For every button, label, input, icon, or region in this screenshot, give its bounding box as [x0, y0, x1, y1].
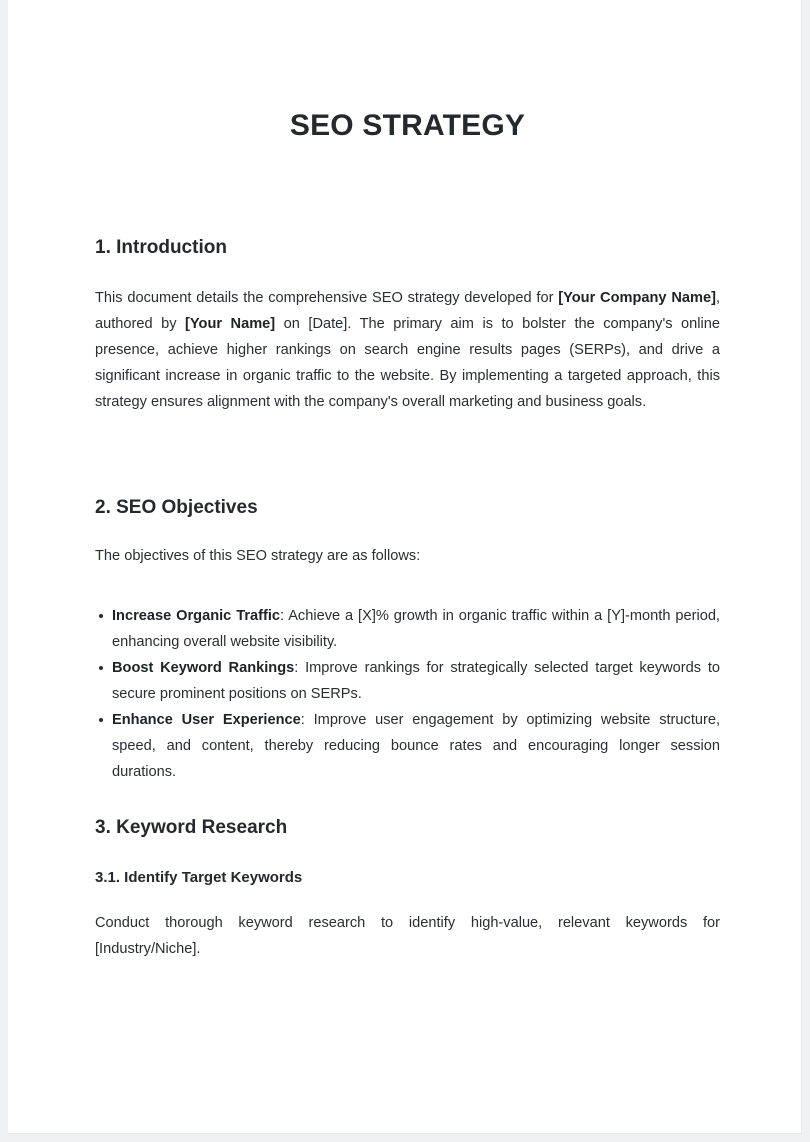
section-keyword-research [95, 785, 720, 961]
bullet-icon [99, 666, 103, 670]
subsection-heading-identify-target-keywords: 3.1. Identify Target Keywords [95, 869, 303, 887]
list-item [95, 707, 720, 785]
objectives-intro-paragraph: The objectives of this SEO strategy are as follows: [95, 548, 421, 565]
intro-text-part1: This document details the comprehensive SEO strategy developed for [95, 289, 559, 306]
list-item-label: Increase Organic Traffic [112, 608, 281, 625]
list-item-separator: : [300, 712, 314, 729]
list-item-text: Achieve a [X]% growth in organic traffic within a [Y]-month period, enhancing overall website visibility. [112, 608, 720, 651]
intro-bold-company: [Your Company Name] [558, 289, 716, 306]
keyword-research-paragraph: Conduct thorough keyword research to identify high-value, relevant keywords for [Industry/Niche]. [95, 914, 720, 957]
section-heading-objectives: 2. SEO Objectives [95, 496, 258, 518]
section-heading-keyword-research: 3. Keyword Research [95, 817, 288, 839]
introduction-paragraph [95, 261, 720, 415]
document-page [8, 0, 802, 1134]
list-item-separator: : [280, 608, 289, 625]
list-item-label: Enhance User Experience [112, 712, 301, 729]
list-item [95, 655, 720, 707]
bullet-icon [99, 614, 103, 618]
intro-text-part3: on [Date]. The primary aim is to bolster the company's online presence, achieve higher rankings on search engine results pages (SERPs), and drive a significant increase in organic traffic to the website. By implementing a targeted approach, this strategy ensures alignment with the company's overall marketing and business goals. [95, 315, 721, 410]
page-title: SEO STRATEGY [289, 109, 526, 142]
list-item-text: Improve rankings for strategically selected target keywords to secure prominent positions on SERPs. [112, 660, 721, 703]
list-item-separator: : [294, 660, 306, 677]
section-heading-introduction: 1. Introduction [95, 237, 227, 258]
list-item-label: Boost Keyword Rankings [112, 660, 295, 677]
list-item-text: Improve user engagement by optimizing website structure, speed, and content, thereby reducing bounce rates and encouraging longer session durations. [112, 712, 721, 781]
section-objectives [95, 415, 720, 786]
list-item [95, 603, 720, 655]
section-introduction [95, 144, 720, 415]
intro-text-part2: , authored by [95, 289, 720, 332]
intro-bold-name: [Your Name] [185, 315, 276, 332]
document-content [95, 0, 720, 962]
bullet-icon [99, 718, 103, 722]
objectives-list [95, 569, 720, 785]
